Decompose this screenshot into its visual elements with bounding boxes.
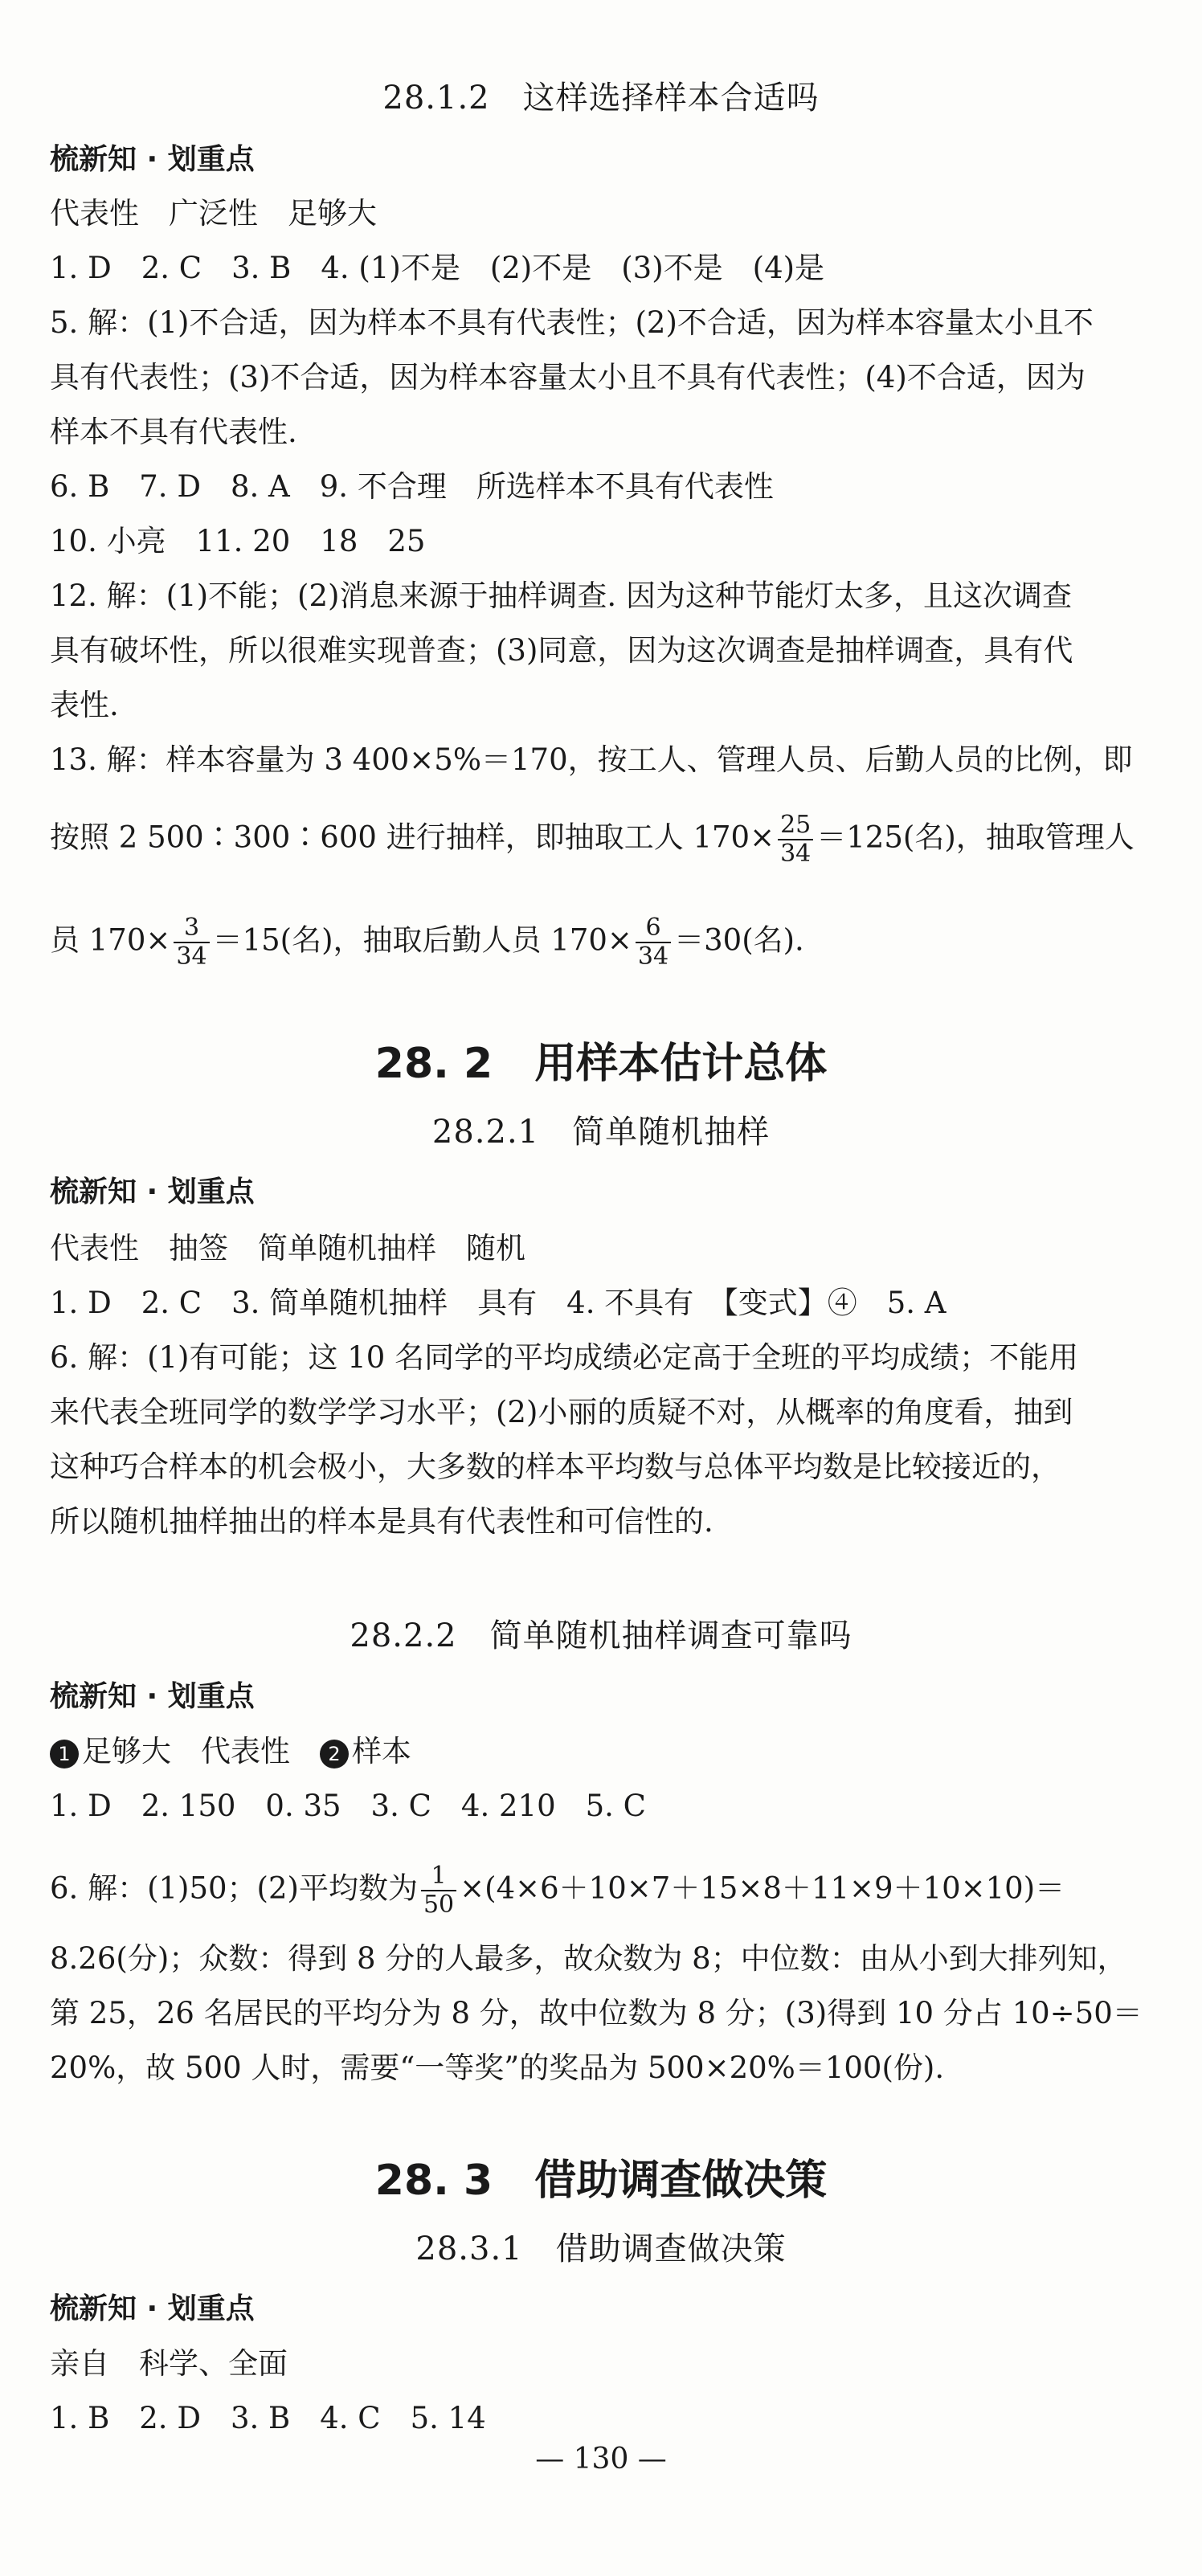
numerator: 3 — [174, 914, 209, 943]
circled-number-2: 2 — [320, 1740, 349, 1768]
text-segment: 样本 — [352, 1734, 411, 1768]
answer-line: 亲自 科学、全面 — [50, 2346, 288, 2381]
text-segment: 6. 解：(1)50；(2)平均数为 — [50, 1871, 418, 1906]
page-number: — 130 — — [535, 2443, 667, 2476]
answer-line: 12. 解：(1)不能；(2)消息来源于抽样调查. 因为这种节能灯太多，且这次调查 — [50, 579, 1072, 613]
section-label: 梳新知 · 划重点 — [50, 143, 255, 176]
answer-line: 6. 解：(1)有可能；这 10 名同学的平均成绩必定高于全班的平均成绩；不能用 — [50, 1340, 1079, 1375]
answer-line: 5. 解：(1)不合适，因为样本不具有代表性；(2)不合适，因为样本容量太小且不 — [50, 305, 1094, 340]
fraction — [174, 914, 209, 971]
denominator: 50 — [423, 1891, 455, 1919]
answer-line: 1. D 2. 150 0. 35 3. C 4. 210 5. C — [50, 1789, 646, 1823]
answer-line: 具有破坏性，所以很难实现普查；(3)同意，因为这次调查是抽样调查，具有代 — [50, 633, 1073, 668]
text-segment: ＝30(名). — [674, 922, 804, 958]
numerator: 25 — [778, 812, 813, 840]
denominator: 34 — [637, 942, 669, 971]
denominator: 34 — [176, 942, 207, 971]
answer-line-with-fraction — [50, 812, 1170, 868]
answer-line: 13. 解：样本容量为 3 400×5%＝170，按工人、管理人员、后勤人员的比例，即 — [50, 742, 1133, 777]
section-heading-28-3: 28. 3 借助调查做决策 — [374, 2157, 828, 2205]
answer-line: 表性. — [50, 688, 119, 722]
answer-line: 6. B 7. D 8. A 9. 不合理 所选样本不具有代表性 — [50, 469, 774, 504]
text-segment: ＝125(名)，抽取管理人 — [816, 820, 1135, 855]
text-segment: 足够大 代表性 — [82, 1734, 320, 1768]
text-segment: 员 170× — [50, 922, 171, 958]
denominator: 34 — [780, 840, 812, 868]
subsection-title-28-3-1: 28.3.1 借助调查做决策 — [415, 2230, 787, 2267]
answer-line: 样本不具有代表性. — [50, 415, 297, 449]
answer-line: 1. B 2. D 3. B 4. C 5. 14 — [50, 2401, 486, 2435]
fraction — [636, 914, 671, 971]
subsection-title-28-2-2: 28.2.2 简单随机抽样调查可靠吗 — [350, 1617, 852, 1654]
answer-line — [50, 1732, 1170, 1771]
answer-line: 1. D 2. C 3. B 4. (1)不是 (2)不是 (3)不是 (4)是 — [50, 251, 825, 285]
answer-line: 来代表全班同学的数学学习水平；(2)小丽的质疑不对，从概率的角度看，抽到 — [50, 1395, 1073, 1429]
answer-line: 20%，故 500 人时，需要“一等奖”的奖品为 500×20%＝100(份). — [50, 2051, 945, 2085]
answer-line: 1. D 2. C 3. 简单随机抽样 具有 4. 不具有 【变式】④ 5. A — [50, 1286, 946, 1320]
text-segment: 按照 2 500∶300∶600 进行抽样，即抽取工人 170× — [50, 820, 775, 855]
numerator: 6 — [636, 914, 671, 943]
section-label: 梳新知 · 划重点 — [50, 1176, 255, 1208]
answer-line: 8.26(分)；众数：得到 8 分的人最多，故众数为 8；中位数：由从小到大排列知， — [50, 1941, 1127, 1976]
fraction — [421, 1862, 456, 1919]
subsection-title-28-2-1: 28.2.1 简单随机抽样 — [431, 1114, 771, 1151]
text-segment: ×(4×6＋10×7＋15×8＋11×9＋10×10)＝ — [460, 1871, 1065, 1906]
answer-line: 具有代表性；(3)不合适，因为样本容量太小且不具有代表性；(4)不合适，因为 — [50, 360, 1085, 395]
numerator: 1 — [421, 1862, 456, 1891]
section-label: 梳新知 · 划重点 — [50, 2292, 255, 2325]
answer-line: 所以随机抽样抽出的样本是具有代表性和可信性的. — [50, 1504, 713, 1539]
answer-line: 代表性 广泛性 足够大 — [50, 196, 377, 231]
section-label: 梳新知 · 划重点 — [50, 1680, 255, 1713]
answer-line-with-fraction — [50, 1862, 1170, 1919]
answer-line: 10. 小亮 11. 20 18 25 — [50, 524, 426, 558]
text-segment: ＝15(名)，抽取后勤人员 170× — [212, 922, 632, 958]
answer-line: 代表性 抽签 简单随机抽样 随机 — [50, 1231, 525, 1266]
circled-number-1: 1 — [50, 1740, 79, 1768]
section-heading-28-2: 28. 2 用样本估计总体 — [374, 1040, 828, 1088]
fraction — [778, 812, 813, 868]
answer-line: 第 25，26 名居民的平均分为 8 分，故中位数为 8 分；(3)得到 10 分占 10÷50＝ — [50, 1996, 1143, 2030]
answer-line: 这种巧合样本的机会极小，大多数的样本平均数与总体平均数是比较接近的， — [50, 1450, 1061, 1484]
answer-line-with-fraction — [50, 914, 1170, 971]
subsection-title-28-1-2: 28.1.2 这样选择样本合适吗 — [382, 80, 820, 117]
